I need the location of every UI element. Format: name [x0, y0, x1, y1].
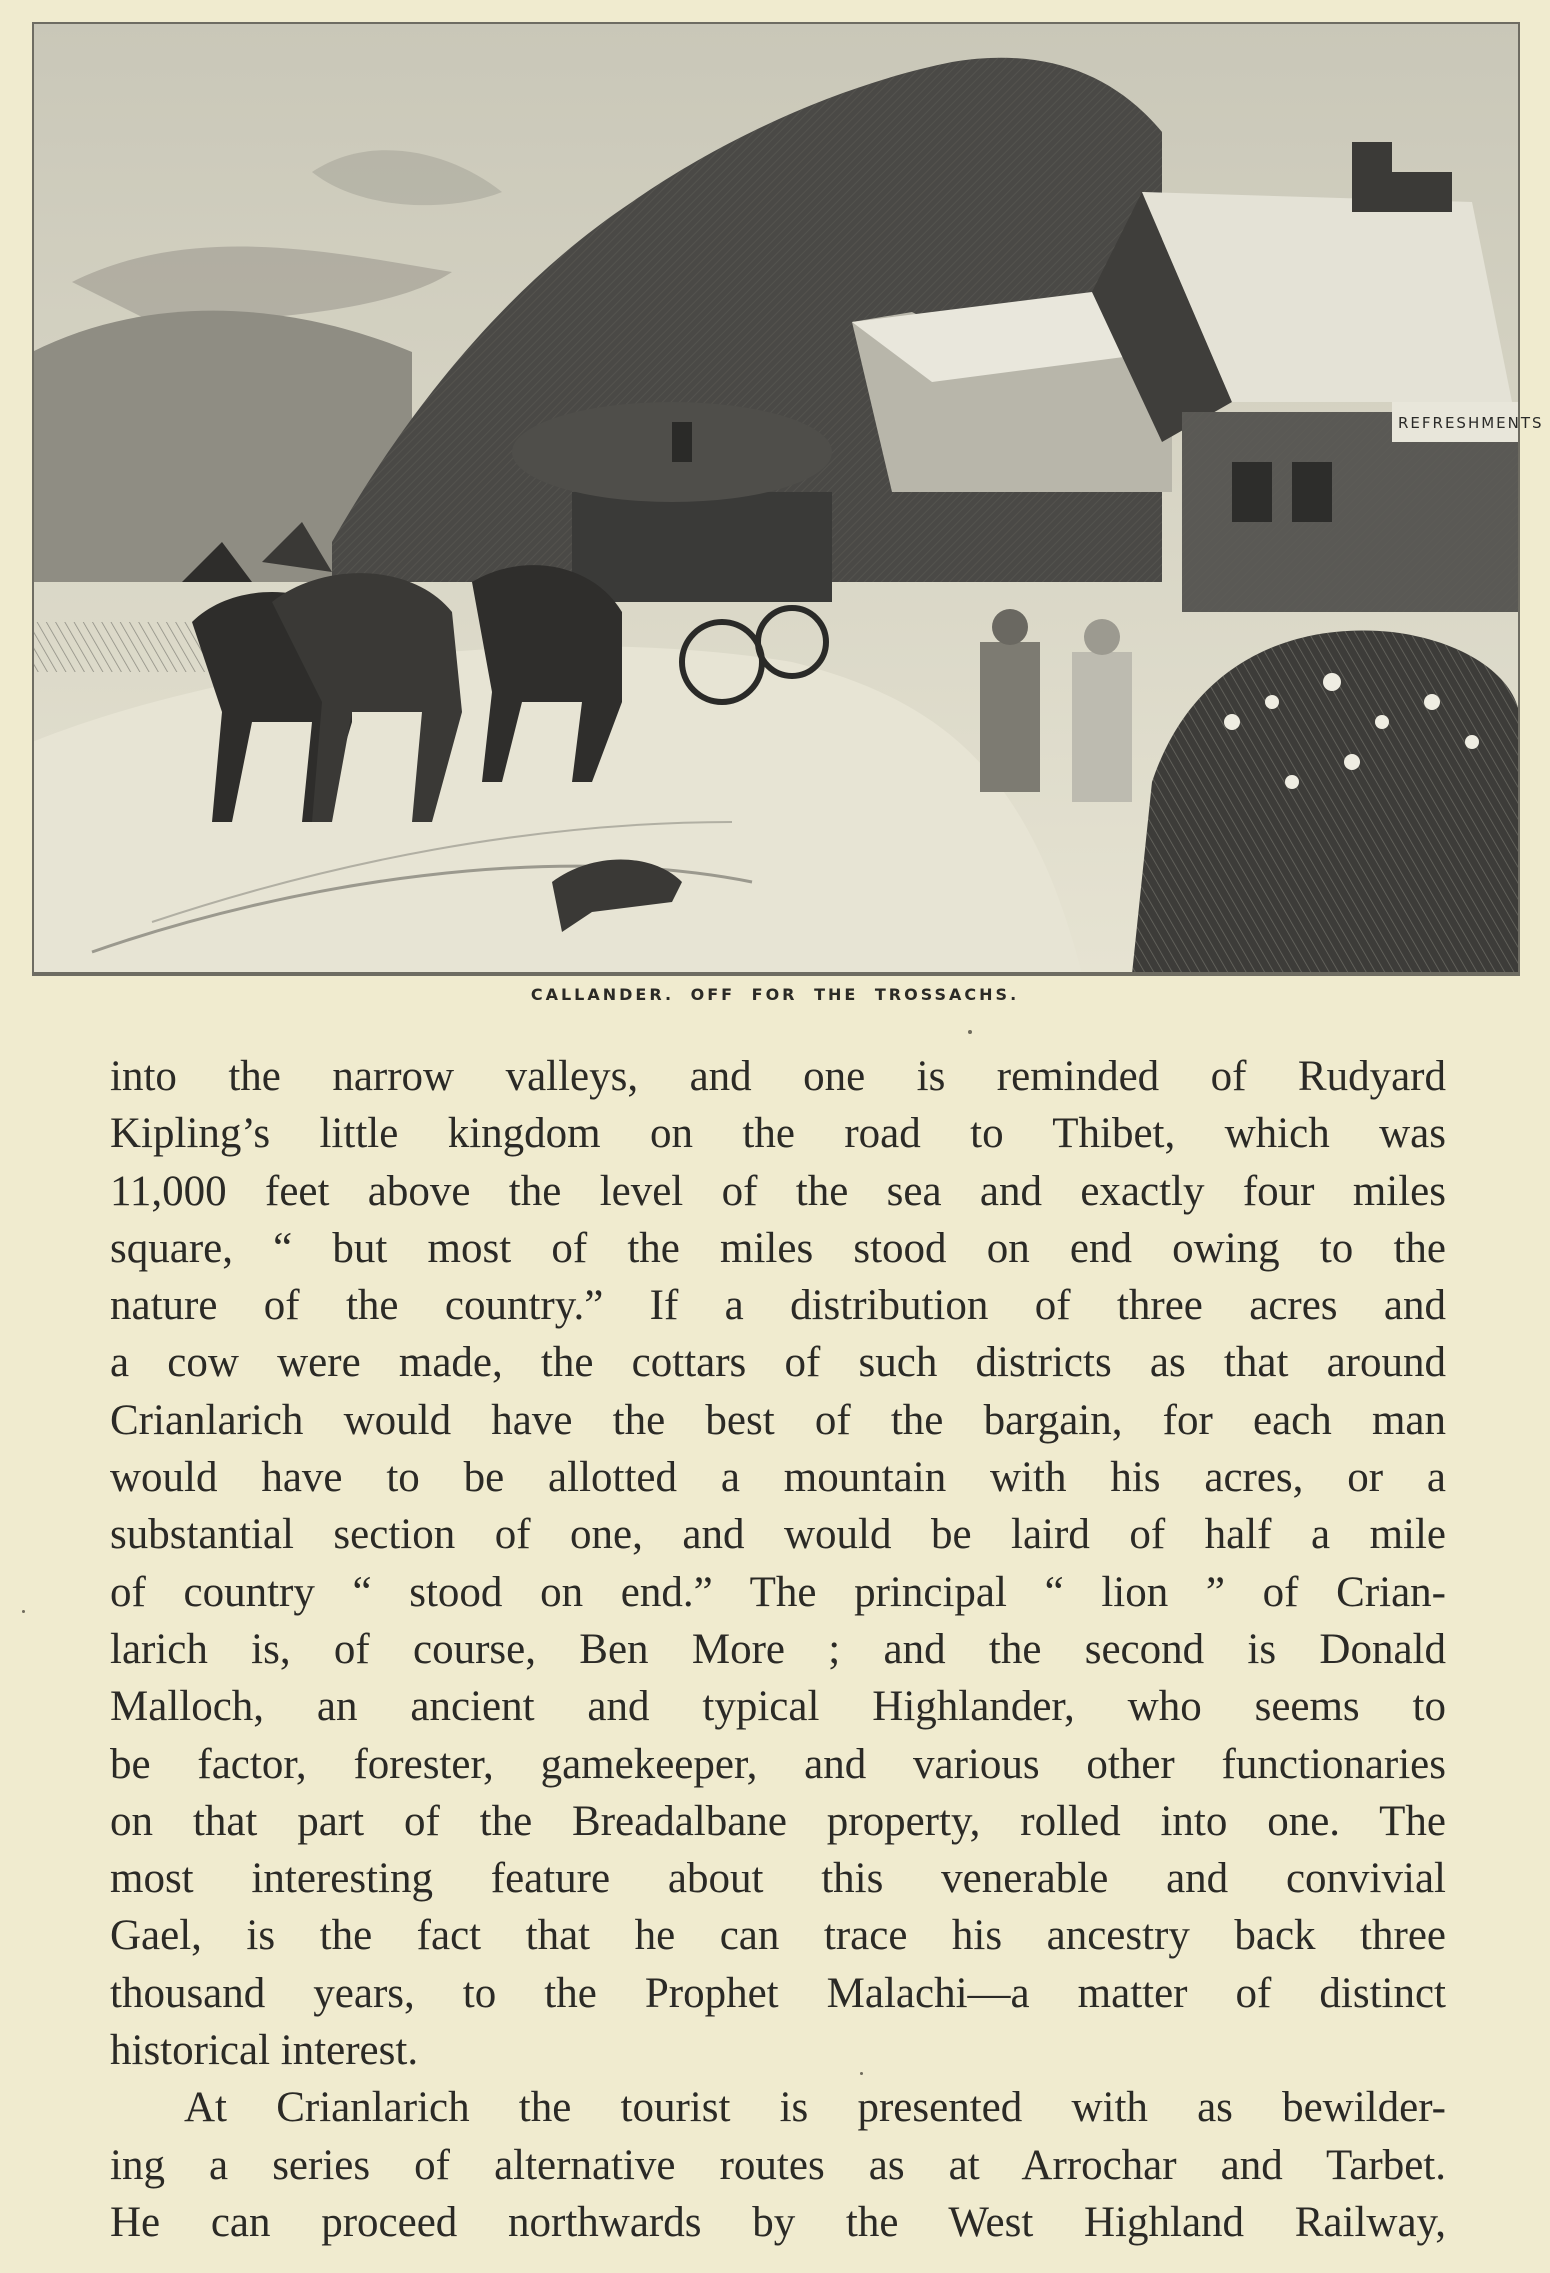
text-line: would have to be allotted a mountain with his acres, or a — [110, 1454, 1446, 1502]
text-line: of country “ stood on end.” The principal “ lion ” of Crian- — [110, 1568, 1446, 1616]
text-line: into the narrow valleys, and one is reminded of Rudyard — [110, 1053, 1446, 1100]
print-speck — [22, 1610, 25, 1613]
print-speck — [968, 1030, 972, 1034]
paragraph-1 — [110, 1048, 1446, 2079]
inn-sign: REFRESHMENTS — [1398, 414, 1544, 432]
engraving-illustration — [32, 22, 1544, 976]
text-line: larich is, of course, Ben More ; and the second is Donald — [110, 1625, 1446, 1673]
text-line: substantial section of one, and would be laird of half a mile — [110, 1511, 1446, 1559]
text-line: Gael, is the fact that he can trace his ancestry back three — [110, 1912, 1446, 1960]
text-line: ing a series of alternative routes as at Arrochar and Tarbet. — [110, 2141, 1446, 2189]
text-line: be factor, forester, gamekeeper, and various other functionaries — [110, 1740, 1446, 1788]
figure-caption: CALLANDER. OFF FOR THE TROSSACHS. — [530, 985, 1020, 1004]
text-line: on that part of the Breadalbane property, rolled into one. The — [110, 1797, 1446, 1845]
text-line: He can proceed northwards by the West Highland Railway, — [110, 2198, 1446, 2246]
text-line: Kipling’s little kingdom on the road to Thibet, which was — [110, 1110, 1446, 1158]
text-line: Malloch, an ancient and typical Highlander, who seems to — [110, 1683, 1446, 1731]
text-line: square, “ but most of the miles stood on end owing to the — [110, 1224, 1446, 1272]
text-line: most interesting feature about this venerable and convivial — [110, 1855, 1446, 1903]
text-line: historical interest. — [110, 2027, 419, 2075]
text-line: At Crianlarich the tourist is presented with as bewilder- — [184, 2084, 1446, 2132]
body-text — [110, 1048, 1446, 2251]
paragraph-2 — [110, 2079, 1446, 2251]
text-line: 11,000 feet above the level of the sea and exactly four miles — [110, 1167, 1446, 1215]
text-line: nature of the country.” If a distribution of three acres and — [110, 1282, 1446, 1330]
text-line: a cow were made, the cottars of such districts as that around — [110, 1339, 1446, 1387]
text-line: thousand years, to the Prophet Malachi—a matter of distinct — [110, 1969, 1446, 2017]
engraving-scene — [32, 22, 1544, 974]
text-line: Crianlarich would have the best of the bargain, for each man — [110, 1396, 1446, 1444]
